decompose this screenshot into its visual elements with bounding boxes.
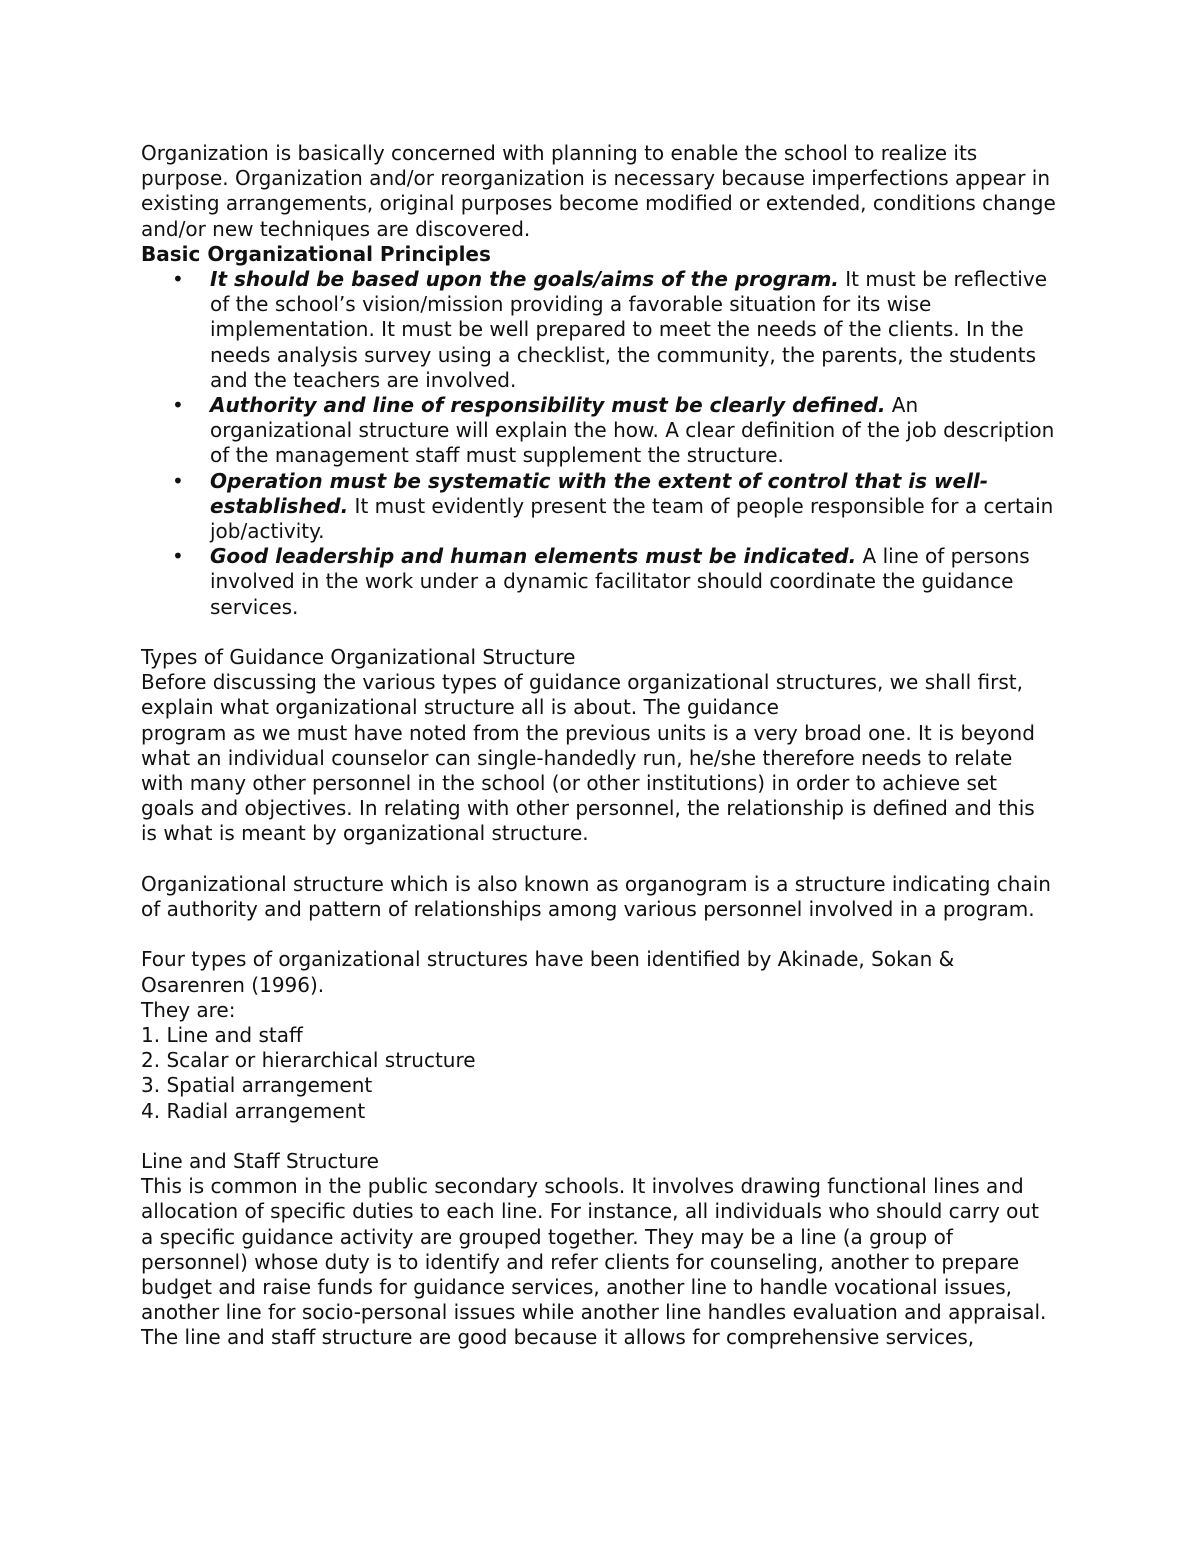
principle-item [141, 469, 1056, 545]
types-paragraph-2: Organizational structure which is also known as organogram is a structure indicating chain of authority and pattern of relationships among various personnel involved in a program. [141, 871, 1051, 922]
spacer [141, 847, 1056, 872]
document-page [141, 141, 1056, 1351]
principle-lead: Good leadership and human elements must be indicated. [210, 544, 857, 569]
principle-lead: Operation must be systematic with the extent of control that is well-established. [210, 468, 989, 518]
spacer [141, 620, 1056, 645]
types-paragraph-1: Before discussing the various types of guidance organizational structures, we shall first, explain what organizational structure all is about. The guidance [141, 670, 1023, 720]
principle-lead: It should be based upon the goals/aims of the program. [210, 267, 839, 292]
list-item: 1. Line and staff [141, 1023, 303, 1048]
line-staff-paragraph-1: This is common in the public secondary schools. It involves drawing functional lines and allocation of specific duties to each line. For instance, all individuals who should carry out a specific guidance activity are grouped together. They may be a line (a group of personnel) whose duty is to identify and refer clients for counseling, another to prepare budget and raise funds for guidance services, another line to handle vocational issues, another line for socio-personal issues while another line handles evaluation and appraisal. [141, 1174, 1047, 1325]
types-heading: Types of Guidance Organizational Structure [141, 645, 576, 670]
principle-item [141, 267, 1056, 393]
intro-paragraph: Organization is basically concerned with planning to enable the school to realize its purpose. Organization and/or reorganization is necessary because imperfections appear in existing arrangements, original purposes become modified or extended, conditions change and/or new techniques are discovered. [141, 141, 1056, 241]
principle-text: It must evidently present the team of people responsible for a certain job/activity. [210, 493, 1054, 544]
list-item: 3. Spatial arrangement [141, 1073, 373, 1098]
principle-text: It must be reflective of the school’s vision/mission providing a favorable situation for its wise implementation. It must be well prepared to meet the needs of the clients. In the needs analysis survey using a checklist, the community, the parents, the students and the teachers are involved. [210, 267, 1048, 392]
spacer [141, 922, 1056, 947]
principles-heading: Basic Organizational Principles [141, 241, 491, 266]
bullet-icon: • [172, 468, 184, 493]
principle-item [141, 393, 1056, 469]
list-item: 4. Radial arrangement [141, 1098, 366, 1123]
principle-item [141, 544, 1056, 620]
principle-text: A line of persons involved in the work under a dynamic facilitator should coordinate the guidance services. [210, 544, 1030, 619]
types-paragraph-3: Four types of organizational structures have been identified by Akinade, Sokan & Osarenren (1996). [141, 947, 955, 997]
bullet-icon: • [172, 544, 184, 569]
structure-types-list [141, 1023, 1056, 1124]
principle-text: An organizational structure will explain the how. A clear definition of the job description of the management staff must supplement the structure. [210, 393, 1055, 468]
spacer [141, 1124, 1056, 1149]
principles-list [141, 267, 1056, 620]
bullet-icon: • [172, 393, 184, 418]
they-are-label: They are: [141, 997, 236, 1022]
types-paragraph-1b: program as we must have noted from the previous units is a very broad one. It is beyond what an individual counselor can single-handedly run, he/she therefore needs to relate with many other personnel in the school (or other institutions) in order to achieve set goals and objectives. In relating with other personnel, the relationship is defined and this is what is meant by organizational structure. [141, 720, 1035, 846]
list-item: 2. Scalar or hierarchical structure [141, 1048, 476, 1073]
bullet-icon: • [172, 267, 184, 292]
line-staff-heading: Line and Staff Structure [141, 1149, 379, 1174]
principle-lead: Authority and line of responsibility must be clearly defined. [210, 393, 886, 418]
line-staff-paragraph-2: The line and staff structure are good because it allows for comprehensive services, [141, 1325, 975, 1350]
